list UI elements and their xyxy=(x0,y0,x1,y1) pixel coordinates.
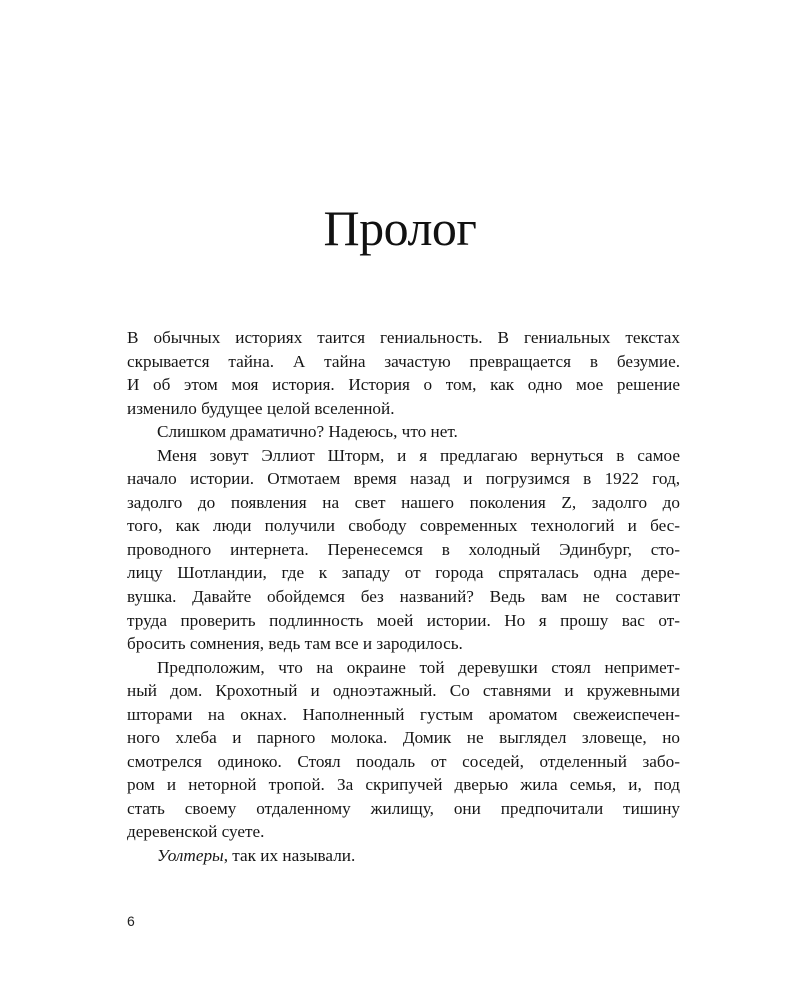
text-line: В обычных историях таится гениальность. В гениальных текстах xyxy=(127,328,680,347)
paragraph-2 xyxy=(127,420,680,444)
text-line: ный дом. Крохотный и одноэтажный. Со ставнями и кружевными xyxy=(127,681,680,701)
text-line: начало истории. Отмотаем время назад и погрузимся в 1922 год, xyxy=(127,469,680,489)
family-name: Уолтеры xyxy=(157,846,224,866)
text-line: ром и неторной тропой. За скрипучей дверью жила семья, и, под xyxy=(127,775,680,795)
paragraph-4 xyxy=(127,656,680,844)
chapter-body xyxy=(127,326,680,868)
paragraph-1 xyxy=(127,326,680,420)
text-line: скрывается тайна. А тайна зачастую превращается в безумие. xyxy=(127,351,680,371)
text-line: лицу Шотландии, где к западу от города спряталась одна дере- xyxy=(127,563,680,583)
text-line: того, как люди получили свободу современных технологий и бес- xyxy=(127,516,680,536)
text-fragment: , так их называли. xyxy=(223,846,356,866)
text-line: изменило будущее целой вселенной. xyxy=(127,398,395,418)
paragraph-3 xyxy=(127,444,680,656)
text-line: задолго до появления на свет нашего поколения Z, задолго до xyxy=(127,492,680,512)
text-line: стать своему отдаленному жилищу, они предпочитали тишину xyxy=(127,798,680,818)
chapter-title: Пролог xyxy=(323,200,477,256)
text-line: бросить сомнения, ведь там все и зародилось. xyxy=(127,634,463,654)
text-line: труда проверить подлинность моей истории. Но я прошу вас от- xyxy=(127,610,680,630)
text-line: смотрелся одиноко. Стоял поодаль от соседей, отделенный забо- xyxy=(127,751,680,771)
paragraph-5 xyxy=(127,844,680,868)
text-line xyxy=(127,844,680,868)
text-line: Меня зовут Эллиот Шторм, и я предлагаю вернуться в самое xyxy=(157,445,680,465)
text-line: ного хлеба и парного молока. Домик не выглядел зловеще, но xyxy=(127,728,680,748)
text-line: вушка. Давайте обойдемся без названий? Ведь вам не составит xyxy=(127,587,680,607)
text-line: шторами на окнах. Наполненный густым ароматом свежеиспечен- xyxy=(127,704,680,724)
page-number: 6 xyxy=(127,913,135,929)
text-line: Слишком драматично? Надеюсь, что нет. xyxy=(157,422,458,442)
text-line: И об этом моя история. История о том, как одно мое решение xyxy=(127,375,680,395)
text-line: проводного интернета. Перенесемся в холодный Эдинбург, сто- xyxy=(127,539,680,559)
text-line: Предположим, что на окраине той деревушки стоял непримет- xyxy=(157,657,680,677)
text-line: деревенской суете. xyxy=(127,822,265,842)
